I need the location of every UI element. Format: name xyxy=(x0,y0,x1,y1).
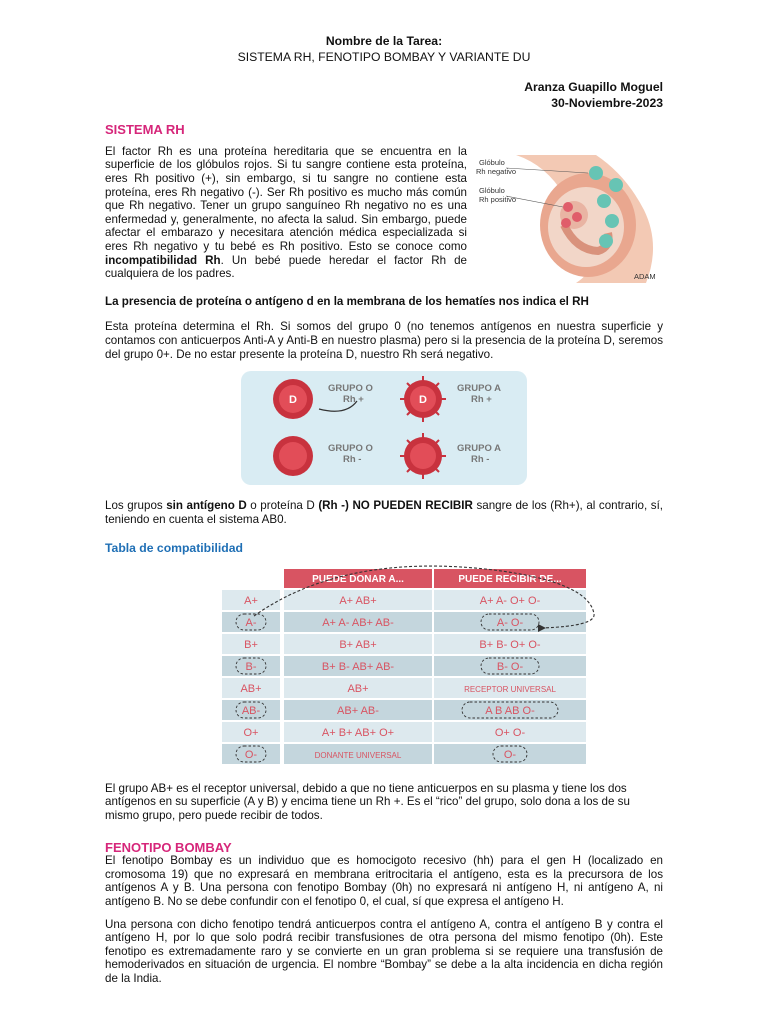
cell-label-group: GRUPO A xyxy=(457,443,501,455)
document-header xyxy=(105,0,663,64)
table-row xyxy=(222,590,586,610)
cell-label-rh: Rh - xyxy=(471,454,490,466)
table-row xyxy=(222,656,586,676)
table-row xyxy=(222,612,586,632)
cell-label-group: GRUPO A xyxy=(457,383,501,395)
author-name: Aranza Guapillo Moguel xyxy=(524,80,663,95)
row-group-label: AB- xyxy=(241,704,261,717)
section-title-bombay: FENOTIPO BOMBAY xyxy=(105,839,232,855)
cell-label-rh: Rh + xyxy=(471,394,492,406)
header-receive-label: PUEDE RECIBIR DE... xyxy=(458,573,562,585)
receptor-paragraph: El grupo AB+ es el receptor universal, debido a que no tiene anticuerpos en su plasma y tiene los dos antígenos en su superficie (A y B) y encima tiene un Rh +. Es el “rico” del grupo, solo dona a los de su mismo grupo, pero puede recibir de todos. xyxy=(105,781,630,823)
task-name: SISTEMA RH, FENOTIPO BOMBAY Y VARIANTE DU xyxy=(237,49,531,64)
task-label: Nombre de la Tarea: xyxy=(325,34,443,48)
antigen-paragraph: Esta proteína determina el Rh. Si somos del grupo 0 (no tenemos antígenos en nuestra superficie y contamos con anticuerpos Anti-A y Anti-B en nuestro plasma) pero si la presencia de la proteína D, seremos del grupo 0+. De no estar presente la proteína D, nuestro Rh será negativo. xyxy=(105,320,663,361)
row-receive-value: A+ A- O+ O- xyxy=(479,594,541,607)
sistema-rh-block xyxy=(105,145,663,281)
label-globulo-pos: Glóbulo xyxy=(479,185,505,195)
bombay-paragraph-2: Una persona con dicho fenotipo tendrá anticuerpos contra el antígeno A, contra el antígeno B y contra el antígeno H, por lo que solo podrá recibir transfusiones de otra persona del mismo fenotipo (0h). Este fenotipo es extremadamente raro y se convierte en un gran problema si se requiere una transfusión de hemoderivados en situación de urgencia. El nombre “Bombay” se debe a la alta incidencia en dicha región de la India. xyxy=(105,917,663,985)
header-donate-label: PUEDE DONAR A... xyxy=(312,573,404,585)
adam-credit: ADAM xyxy=(634,271,656,281)
groups-text-3: sangre de los (Rh+), al contrario, sí, teniendo en cuenta el sistema AB0. xyxy=(105,499,664,526)
row-receive-value: A- O- xyxy=(496,616,524,629)
row-receive-value: RECEPTOR UNIVERSAL xyxy=(464,684,556,694)
cell-label-group: GRUPO O xyxy=(328,383,373,395)
document-date: 30-Noviembre-2023 xyxy=(551,96,663,111)
rh-text-b: . Un bebé puede heredar el factor Rh de cualquiera de los padres. xyxy=(105,253,467,281)
author-block xyxy=(105,79,663,111)
bombay-paragraph-1: El fenotipo Bombay es un individuo que es homocigoto recesivo (hh) para el gen H (localizado en cromosoma 19) que no expresará en membrana eritrocitaria el antígeno, esta es la precursora de los antígenos A y B. Una persona con fenotipo Bombay (0h) no expresará ni antígeno H, ni antígeno A, ni antígeno B. No se debe confundir con el fenotipo 0, el cual, sí que expresa el antígeno H. xyxy=(105,854,663,909)
row-group-label: AB+ xyxy=(240,682,262,695)
compatibility-table-image xyxy=(194,564,597,768)
antigen-d-letter: D xyxy=(289,394,297,407)
row-donate-value: A+ A- AB+ AB- xyxy=(322,616,394,629)
rh-text-a: El factor Rh es una proteína hereditaria que se encuentra en la superficie de los glóbulos rojos. Si tu sangre contiene esta proteína, eres Rh positivo (+), sin embargo, si tu sangre no contiene esta proteína, eres Rh negativo (-). Ser Rh positivo es mucho más común que Rh negativo. Tener un grupo sanguíneo Rh negativo no es una enfermedad y, generalmente, no afecta la salud. Sin embargo, puede afectar el embarazo y necesitara atención médica especializada si eres Rh negativo y tu bebé es Rh positivo. Esto se conoce como xyxy=(105,144,467,253)
row-receive-value: O+ O- xyxy=(494,726,526,739)
row-group-label: A+ xyxy=(244,594,258,607)
row-donate-value: A+ B+ AB+ O+ xyxy=(321,726,395,739)
groups-text-bold-1: sin antígeno D xyxy=(166,499,247,513)
pregnancy-rh-illustration xyxy=(476,155,668,283)
groups-paragraph xyxy=(105,499,663,526)
rh-text-bold: incompatibilidad Rh xyxy=(105,253,221,267)
table-row xyxy=(222,700,586,720)
cell-label-rh: Rh - xyxy=(343,454,362,466)
row-receive-value: B+ B- O+ O- xyxy=(479,638,541,651)
row-donate-value: A+ AB+ xyxy=(339,594,377,607)
cell-label-group: GRUPO O xyxy=(328,443,373,455)
row-group-label: B+ xyxy=(244,638,258,651)
table-row xyxy=(222,678,586,698)
groups-text-1: Los grupos xyxy=(105,499,167,513)
label-rh-negativo: Rh negativo xyxy=(476,166,517,176)
table-row xyxy=(222,744,586,764)
row-receive-value: A B AB O- xyxy=(485,704,535,717)
row-donate-value: AB+ AB- xyxy=(337,704,379,717)
section-title-compat: Tabla de compatibilidad xyxy=(105,541,243,556)
groups-text-bold-2: (Rh -) NO PUEDEN RECIBIR xyxy=(318,499,473,513)
blood-group-rh-diagram xyxy=(241,371,527,485)
cell-label-rh: Rh + xyxy=(343,394,364,406)
antigen-d-letter: D xyxy=(419,394,427,407)
table-row xyxy=(222,722,586,742)
row-group-label: O+ xyxy=(243,726,259,739)
sistema-rh-paragraph xyxy=(105,145,467,281)
row-receive-value: B- O- xyxy=(496,660,524,673)
section-title-sistema-rh: SISTEMA RH xyxy=(105,122,185,138)
label-rh-positivo: Rh positivo xyxy=(479,194,517,204)
rh-negative-cell-icon xyxy=(589,166,603,180)
row-group-label: A- xyxy=(245,616,257,629)
table-row xyxy=(222,634,586,654)
rh-positive-cell-icon xyxy=(563,202,573,212)
antigen-heading: La presencia de proteína o antígeno d en la membrana de los hematíes nos indica el RH xyxy=(105,294,589,308)
row-donate-value: B+ B- AB+ AB- xyxy=(321,660,395,673)
row-donate-value: B+ AB+ xyxy=(339,638,377,651)
groups-text-2: o proteína D xyxy=(246,499,319,513)
label-globulo-neg: Glóbulo xyxy=(479,157,505,167)
row-donate-value: AB+ xyxy=(347,682,369,695)
row-group-label: O- xyxy=(244,748,258,761)
row-receive-value: O- xyxy=(503,748,517,761)
row-donate-value: DONANTE UNIVERSAL xyxy=(314,750,402,760)
row-group-label: B- xyxy=(245,660,257,673)
